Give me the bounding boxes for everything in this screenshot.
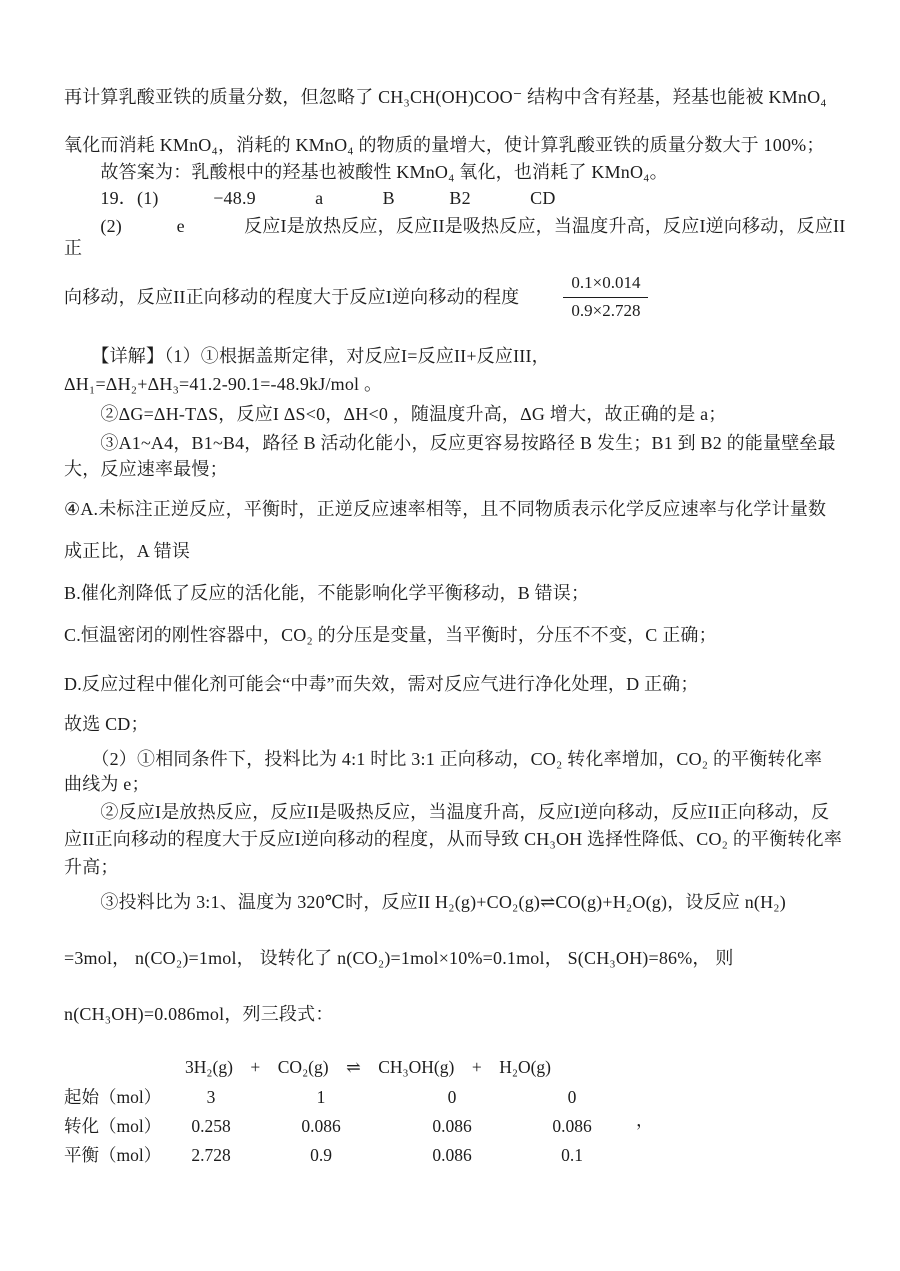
cell-value: 0.1 bbox=[561, 1145, 583, 1165]
text-line-09: ②ΔG=ΔH-TΔS，反应I ΔS<0，ΔH<0 ，随温度升高，ΔG 增大，故正确的是 a； bbox=[64, 404, 727, 424]
cell-value: 0 bbox=[567, 1087, 577, 1107]
cell-value: 0.086 bbox=[432, 1116, 472, 1136]
cell-value: 3 bbox=[206, 1087, 216, 1107]
row-label: 转化（mol） bbox=[64, 1116, 162, 1136]
text-line-06: 向移动，反应II正向移动的程度大于反应I逆向移动的程度 bbox=[64, 287, 520, 307]
fraction-denominator: 0.9×2.728 bbox=[571, 300, 641, 320]
cell-value: 1 bbox=[316, 1087, 326, 1107]
text-line-25: n(CH₃OH)=0.086mol，列三段式： bbox=[64, 1004, 334, 1024]
text-line-17: 故选 CD； bbox=[64, 714, 149, 734]
cell-value: 0 bbox=[447, 1087, 457, 1107]
text-line-03: 故答案为：乳酸根中的羟基也被酸性 KMnO₄ 氧化，也消耗了 KMnO₄。 bbox=[64, 162, 668, 182]
text-line-02: 氧化而消耗 KMnO₄，消耗的 KMnO₄ 的物质的量增大，使计算乳酸亚铁的质量分数大于 100%； bbox=[64, 135, 825, 155]
cell-value: 0.086 bbox=[432, 1145, 472, 1165]
table-row-equilibrium bbox=[64, 1144, 848, 1166]
text-line-19: 曲线为 e； bbox=[64, 774, 150, 794]
cell-value: 0.086 bbox=[552, 1116, 592, 1136]
text-line-23: ③投料比为 3:1、温度为 320℃时，反应II H₂(g)+CO₂(g)⇌CO(g)+H₂O(g)，设反应 n(H₂) bbox=[64, 892, 786, 912]
table-row-initial bbox=[64, 1086, 848, 1108]
row-suffix bbox=[636, 1138, 660, 1160]
row-label: 起始（mol） bbox=[64, 1087, 162, 1107]
text-line-21: 应II正向移动的程度大于反应I逆向移动的程度，从而导致 CH₃OH 选择性降低、CO₂ 的平衡转化率 bbox=[64, 829, 843, 849]
text-line-15: C.恒温密闭的刚性容器中，CO₂ 的分压是变量，当平衡时，分压不不变，C 正确； bbox=[64, 625, 717, 645]
table-equation-header: 3H₂(g) + CO₂(g) ⇌ CH₃OH(g) + H₂O(g) bbox=[185, 1057, 551, 1077]
text-line-13: 成正比，A 错误 bbox=[64, 541, 191, 561]
cell-value: 2.728 bbox=[191, 1145, 231, 1165]
fraction-numerator: 0.1×0.014 bbox=[563, 272, 648, 298]
fraction-expression bbox=[563, 272, 648, 323]
answer-line-19-2: (2) e 反应I是放热反应，反应II是吸热反应，当温度升高，反应I逆向移动，反应II正 bbox=[64, 216, 846, 258]
cell-value: 0.258 bbox=[191, 1116, 231, 1136]
detail-heading-line: 【详解】（1）①根据盖斯定律，对反应I=反应II+反应III， bbox=[64, 346, 550, 366]
ice-table bbox=[64, 1055, 848, 1166]
text-line-20: ②反应I是放热反应，反应II是吸热反应，当温度升高，反应I逆向移动，反应II正向移动，反 bbox=[64, 802, 830, 822]
text-line-14: B.催化剂降低了反应的活化能，不能影响化学平衡移动，B 错误； bbox=[64, 583, 590, 603]
row-suffix: ， bbox=[636, 1110, 654, 1130]
row-suffix bbox=[636, 1080, 660, 1102]
text-line-01: 再计算乳酸亚铁的质量分数，但忽略了 CH₃CH(OH)COO⁻ 结构中含有羟基，羟基也能被 KMnO₄ bbox=[64, 87, 827, 107]
text-line-06-with-fraction bbox=[64, 269, 848, 325]
text-line-11: 大，反应速率最慢； bbox=[64, 459, 228, 479]
text-line-18: （2）①相同条件下，投料比为 4:1 时比 3:1 正向移动，CO₂ 转化率增加，CO₂ 的平衡转化率 bbox=[64, 749, 823, 769]
cell-value: 0.086 bbox=[301, 1116, 341, 1136]
answer-line-19-1: 19．(1) −48.9 a B B2 CD bbox=[64, 188, 556, 208]
text-line-22: 升高； bbox=[64, 857, 119, 877]
text-line-16: D.反应过程中催化剂可能会“中毒”而失效，需对反应气进行净化处理，D 正确； bbox=[64, 674, 699, 694]
table-row-change bbox=[64, 1110, 848, 1137]
text-line-12: ④A.未标注正逆反应，平衡时，正逆反应速率相等，且不同物质表示化学反应速率与化学计量数 bbox=[64, 499, 827, 519]
text-line-10: ③A1~A4，B1~B4，路径 B 活动化能小，反应更容易按路径 B 发生；B1 到 B2 的能量壁垒最 bbox=[64, 433, 836, 453]
cell-value: 0.9 bbox=[310, 1145, 332, 1165]
enthalpy-equation-line: ΔH₁=ΔH₂+ΔH₃=41.2-90.1=-48.9kJ/mol 。 bbox=[64, 374, 383, 394]
text-line-24: =3mol， n(CO₂)=1mol， 设转化了 n(CO₂)=1mol×10%=0.1mol， S(CH₃OH)=86%， 则 bbox=[64, 948, 734, 968]
row-label: 平衡（mol） bbox=[64, 1145, 162, 1165]
